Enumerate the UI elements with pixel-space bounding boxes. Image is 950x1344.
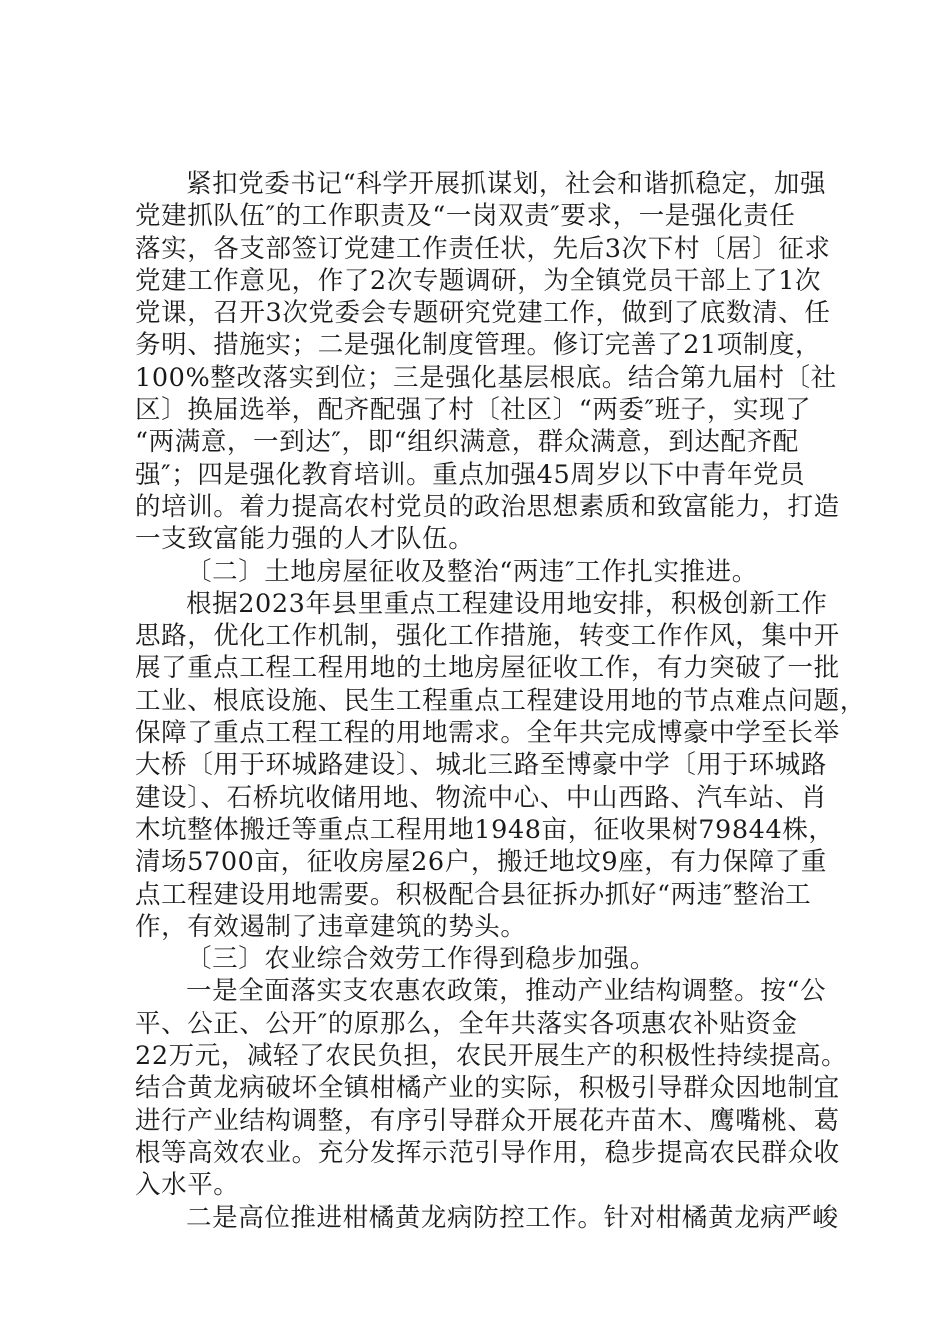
text-line: 区〕换届选举，配齐配强了村〔社区〕“两委″班子，实现了 [135,395,812,426]
text-line: 强″；四是强化教育培训。重点加强45周岁以下中青年党员 [135,459,806,490]
text-line: 一支致富能力强的人才队伍。 [135,524,475,555]
text-line: 党课，召开3次党委会专题研究党建工作，做到了底数清、任 [135,298,831,329]
text-line: “两满意，一到达″，即“组织满意，群众满意，到达配齐配 [135,427,799,458]
text-line: 100%整改落实到位；三是强化基层根底。结合第九届村〔社 [135,362,837,393]
text-line: 紧扣党委书记“科学开展抓谋划，社会和谐抓稳定，加强 [186,169,827,199]
text-line: 根据2023年县里重点工程建设用地安排，积极创新工作 [186,588,828,619]
text-line: 建设〕、石桥坑收储用地、物流中心、中山西路、汽车站、肖 [135,782,827,813]
text-line: 大桥〔用于环城路建设〕、城北三路至博豪中学〔用于环城路 [135,750,827,781]
text-line: 木坑整体搬迁等重点工程用地1948亩，征收果树79844株， [135,814,835,845]
text-line: 落实，各支部签订党建工作责任状，先后3次下村〔居〕征求 [135,233,831,264]
text-line: 作，有效遏制了违章建筑的势头。 [135,911,527,942]
text-line: 〔三〕农业综合效劳工作得到稳步加强。 [186,944,656,975]
text-line: 结合黄龙病破坏全镇柑橘产业的实际，积极引导群众因地制宜 [135,1073,840,1104]
text-line: 二是高位推进柑橘黄龙病防控工作。针对柑橘黄龙病严峻 [186,1202,839,1233]
text-line: 展了重点工程工程用地的土地房屋征收工作，有力突破了一批 [135,653,840,684]
text-line: 点工程建设用地需要。积极配合县征拆办抓好“两违″整治工 [135,879,812,910]
text-line: 保障了重点工程工程的用地需求。全年共完成博豪中学至长举 [135,718,840,749]
text-line: 党建工作意见，作了2次专题调研，为全镇党员干部上了1次 [135,265,822,296]
text-line: 22万元，减轻了农民负担，农民开展生产的积极性持续提高。 [135,1041,848,1072]
text-line: 进行产业结构调整，有序引导群众开展花卉苗木、鹰嘴桃、葛 [135,1105,840,1136]
text-line: 一是全面落实支农惠农政策，推动产业结构调整。按“公 [186,976,827,1007]
text-line: 工业、根底设施、民生工程重点工程建设用地的节点难点问题， [135,685,866,716]
text-line: 〔二〕土地房屋征收及整治“两违″工作扎实推进。 [186,556,758,587]
text-line: 平、公正、公开″的原那么，全年共落实各项惠农补贴资金 [135,1008,798,1039]
text-line: 的培训。着力提高农村党员的政治思想素质和致富能力，打造 [135,491,840,522]
text-line: 思路，优化工作机制，强化工作措施，转变工作作风，集中开 [135,621,840,652]
document-body [135,168,866,1234]
text-line: 务明、措施实；二是强化制度管理。修订完善了21项制度， [135,330,822,361]
text-line: 清场5700亩，征收房屋26户，搬迁地坟9座，有力保障了重 [135,847,827,878]
text-line: 根等高效农业。充分发挥示范引导作用，稳步提高农民群众收 [135,1137,840,1168]
text-line: 党建抓队伍″的工作职责及“一岗双责″要求，一是强化责任 [135,201,796,232]
text-line: 入水平。 [135,1170,240,1201]
